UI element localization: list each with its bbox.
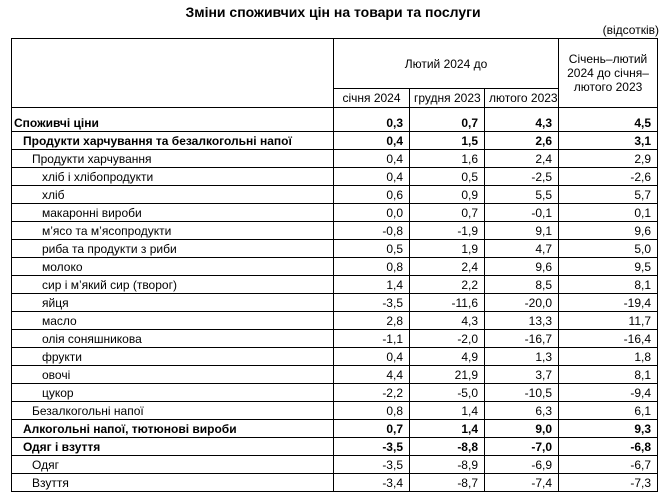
cell-value: 9,6 xyxy=(485,258,559,276)
cell-value: 0,4 xyxy=(334,348,410,366)
table-row xyxy=(12,114,658,132)
cell-value: 0,5 xyxy=(410,168,485,186)
table-row xyxy=(12,132,658,150)
header-col-feb: лютого 2023 xyxy=(485,89,559,108)
row-label: Одяг і взуття xyxy=(12,438,334,456)
cell-value: 9,0 xyxy=(485,420,559,438)
cell-value: 8,5 xyxy=(485,276,559,294)
cell-value: -3,5 xyxy=(334,438,410,456)
cell-value: -16,4 xyxy=(559,330,658,348)
cell-value: 1,3 xyxy=(485,348,559,366)
cell-value: 9,3 xyxy=(559,420,658,438)
table-row xyxy=(12,240,658,258)
cell-value: -8,8 xyxy=(410,438,485,456)
row-label: яйця xyxy=(12,294,334,312)
cell-value: 1,6 xyxy=(410,150,485,168)
header-col-dec: грудня 2023 xyxy=(410,89,485,108)
cell-value: -3,4 xyxy=(334,474,410,492)
cell-value: -2,2 xyxy=(334,384,410,402)
cell-value: 4,9 xyxy=(410,348,485,366)
table-row xyxy=(12,474,658,492)
table-row xyxy=(12,438,658,456)
cell-value: 5,5 xyxy=(485,186,559,204)
cell-value: 4,4 xyxy=(334,366,410,384)
cell-value: 3,1 xyxy=(559,132,658,150)
cell-value: 4,7 xyxy=(485,240,559,258)
header-blank xyxy=(12,39,334,108)
table-row xyxy=(12,348,658,366)
cell-value: 4,3 xyxy=(485,114,559,132)
row-label: Продукти харчування xyxy=(12,150,334,168)
row-label: сир і м’який сир (творог) xyxy=(12,276,334,294)
cell-value: 0,7 xyxy=(410,114,485,132)
row-label: м’ясо та м’ясопродукти xyxy=(12,222,334,240)
table-row xyxy=(12,294,658,312)
cell-value: -6,9 xyxy=(485,456,559,474)
cell-value: -7,0 xyxy=(485,438,559,456)
cell-value: 0,4 xyxy=(334,168,410,186)
header-group: Лютий 2024 до xyxy=(334,39,559,89)
cell-value: 0,8 xyxy=(334,402,410,420)
cell-value: -8,9 xyxy=(410,456,485,474)
cell-value: 9,5 xyxy=(559,258,658,276)
unit-label: (відсотків) xyxy=(602,23,659,37)
row-label: молоко xyxy=(12,258,334,276)
table-row xyxy=(12,420,658,438)
table-row xyxy=(12,276,658,294)
price-changes-table xyxy=(11,38,658,492)
cell-value: 4,5 xyxy=(559,114,658,132)
cell-value: 0,7 xyxy=(334,420,410,438)
cell-value: 1,8 xyxy=(559,348,658,366)
cell-value: -19,4 xyxy=(559,294,658,312)
row-label: масло xyxy=(12,312,334,330)
cell-value: 0,9 xyxy=(410,186,485,204)
row-label: фрукти xyxy=(12,348,334,366)
cell-value: 0,1 xyxy=(559,204,658,222)
cell-value: -20,0 xyxy=(485,294,559,312)
row-label: цукор xyxy=(12,384,334,402)
cell-value: -9,4 xyxy=(559,384,658,402)
table-row xyxy=(12,204,658,222)
cell-value: -7,3 xyxy=(559,474,658,492)
cell-value: -6,7 xyxy=(559,456,658,474)
cell-value: 0,6 xyxy=(334,186,410,204)
table-row xyxy=(12,384,658,402)
cell-value: -1,9 xyxy=(410,222,485,240)
cell-value: -16,7 xyxy=(485,330,559,348)
row-label: хліб xyxy=(12,186,334,204)
cell-value: 0,3 xyxy=(334,114,410,132)
cell-value: -0,1 xyxy=(485,204,559,222)
row-label: Одяг xyxy=(12,456,334,474)
cell-value: 21,9 xyxy=(410,366,485,384)
cell-value: 2,6 xyxy=(485,132,559,150)
cell-value: 4,3 xyxy=(410,312,485,330)
cell-value: 1,4 xyxy=(410,402,485,420)
cell-value: 13,3 xyxy=(485,312,559,330)
cell-value: 11,7 xyxy=(559,312,658,330)
table-row xyxy=(12,330,658,348)
header-ytd-text: Січень–лютий 2024 до січня–лютого 2023 xyxy=(567,52,649,94)
table-row xyxy=(12,150,658,168)
cell-value: -5,0 xyxy=(410,384,485,402)
cell-value: 2,2 xyxy=(410,276,485,294)
cell-value: -2,6 xyxy=(559,168,658,186)
cell-value: -6,8 xyxy=(559,438,658,456)
cell-value: 0,0 xyxy=(334,204,410,222)
row-label: макаронні вироби xyxy=(12,204,334,222)
row-label: овочі xyxy=(12,366,334,384)
cell-value: 3,7 xyxy=(485,366,559,384)
page-title: Зміни споживчих цін на товари та послуги xyxy=(185,4,481,20)
cell-value: -10,5 xyxy=(485,384,559,402)
cell-value: -2,0 xyxy=(410,330,485,348)
row-label: Алкогольні напої, тютюнові вироби xyxy=(12,420,334,438)
cell-value: 0,7 xyxy=(410,204,485,222)
cell-value: -3,5 xyxy=(334,294,410,312)
cell-value: -1,1 xyxy=(334,330,410,348)
cell-value: 5,7 xyxy=(559,186,658,204)
cell-value: -2,5 xyxy=(485,168,559,186)
table-row xyxy=(12,366,658,384)
cell-value: 8,1 xyxy=(559,366,658,384)
cell-value: 6,3 xyxy=(485,402,559,420)
cell-value: -3,5 xyxy=(334,456,410,474)
row-label: Безалкогольні напої xyxy=(12,402,334,420)
cell-value: 5,0 xyxy=(559,240,658,258)
cell-value: 1,9 xyxy=(410,240,485,258)
row-label: Продукти харчування та безалкогольні напої xyxy=(12,132,334,150)
cell-value: 1,5 xyxy=(410,132,485,150)
cell-value: -8,7 xyxy=(410,474,485,492)
table-row xyxy=(12,312,658,330)
cell-value: 2,4 xyxy=(485,150,559,168)
cell-value: -0,8 xyxy=(334,222,410,240)
row-label: олія соняшникова xyxy=(12,330,334,348)
table-row xyxy=(12,402,658,420)
table-row xyxy=(12,186,658,204)
cell-value: 2,9 xyxy=(559,150,658,168)
cell-value: 0,5 xyxy=(334,240,410,258)
cell-value: 2,4 xyxy=(410,258,485,276)
table-row xyxy=(12,168,658,186)
cell-value: 1,4 xyxy=(410,420,485,438)
header-ytd xyxy=(559,39,658,108)
cell-value: 2,8 xyxy=(334,312,410,330)
row-label: Споживчі ціни xyxy=(12,114,334,132)
cell-value: 8,1 xyxy=(559,276,658,294)
cell-value: 1,4 xyxy=(334,276,410,294)
cell-value: -7,4 xyxy=(485,474,559,492)
cell-value: 9,6 xyxy=(559,222,658,240)
row-label: хліб і хлібопродукти xyxy=(12,168,334,186)
header-col-jan: січня 2024 xyxy=(334,89,410,108)
cell-value: 0,8 xyxy=(334,258,410,276)
row-label: Взуття xyxy=(12,474,334,492)
row-label: риба та продукти з риби xyxy=(12,240,334,258)
cell-value: -11,6 xyxy=(410,294,485,312)
cell-value: 0,4 xyxy=(334,150,410,168)
table-row xyxy=(12,222,658,240)
cell-value: 9,1 xyxy=(485,222,559,240)
cell-value: 0,4 xyxy=(334,132,410,150)
table-row xyxy=(12,456,658,474)
cell-value: 6,1 xyxy=(559,402,658,420)
table-row xyxy=(12,258,658,276)
